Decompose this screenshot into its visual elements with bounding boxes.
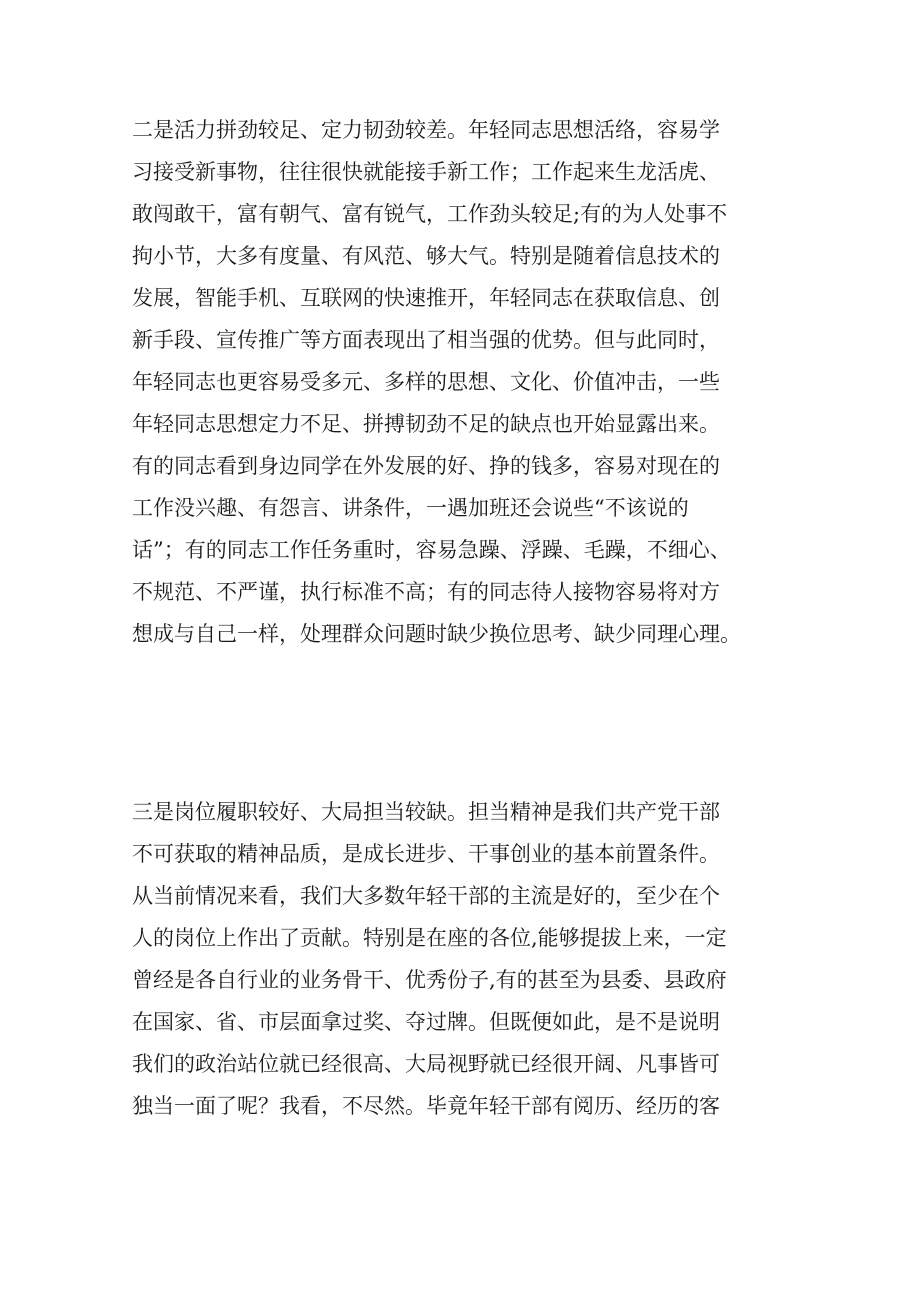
paragraph-line: 不规范、不严谨，执行标准不高；有的同志待人接物容易将对方 <box>132 580 720 604</box>
paragraph-line: 曾经是各自行业的业务骨干、优秀份子,有的甚至为县委、县政府 <box>132 968 727 992</box>
paragraph-line: 有的同志看到身边同学在外发展的好、挣的钱多，容易对现在的 <box>132 454 720 478</box>
paragraph-line: 不可获取的精神品质，是成长进步、干事创业的基本前置条件。 <box>132 842 720 866</box>
paragraph-line: 独当一面了呢？我看，不尽然。毕竟年轻干部有阅历、经历的客 <box>132 1094 720 1118</box>
paragraph-line: 二是活力拼劲较足、定力韧劲较差。年轻同志思想活络，容易学 <box>132 118 720 142</box>
paragraph-line: 发展，智能手机、互联网的快速推开，年轻同志在获取信息、创 <box>132 286 720 310</box>
paragraph-line: 习接受新事物，往往很快就能接手新工作；工作起来生龙活虎、 <box>132 160 720 184</box>
paragraph-line: 我们的政治站位就已经很高、大局视野就已经很开阔、凡事皆可 <box>132 1052 720 1076</box>
paragraph-line: 年轻同志思想定力不足、拼搏韧劲不足的缺点也开始显露出来。 <box>132 412 720 436</box>
paragraph-line: 三是岗位履职较好、大局担当较缺。担当精神是我们共产党干部 <box>132 800 720 824</box>
paragraph-line: 工作没兴趣、有怨言、讲条件，一遇加班还会说些“不该说的 <box>132 496 689 520</box>
paragraph-2 <box>132 791 812 1127</box>
paragraph-line: 年轻同志也更容易受多元、多样的思想、文化、价值冲击，一些 <box>132 370 720 394</box>
paragraph-line: 话”；有的同志工作任务重时，容易急躁、浮躁、毛躁，不细心、 <box>132 538 731 562</box>
paragraph-1 <box>132 109 812 655</box>
paragraph-line: 敢闯敢干，富有朝气、富有锐气，工作劲头较足;有的为人处事不 <box>132 202 728 226</box>
paragraph-line: 人的岗位上作出了贡献。特别是在座的各位,能够提拔上来，一定 <box>132 926 727 950</box>
paragraph-line: 从当前情况来看，我们大多数年轻干部的主流是好的，至少在个 <box>132 884 720 908</box>
paragraph-line: 在国家、省、市层面拿过奖、夺过牌。但既便如此，是不是说明 <box>132 1010 720 1034</box>
paragraph-line: 拘小节，大多有度量、有风范、够大气。特别是随着信息技术的 <box>132 244 720 268</box>
paragraph-line: 想成与自己一样，处理群众问题时缺少换位思考、缺少同理心理。 <box>132 622 741 646</box>
paragraph-line: 新手段、宣传推广等方面表现出了相当强的优势。但与此同时， <box>132 328 720 352</box>
